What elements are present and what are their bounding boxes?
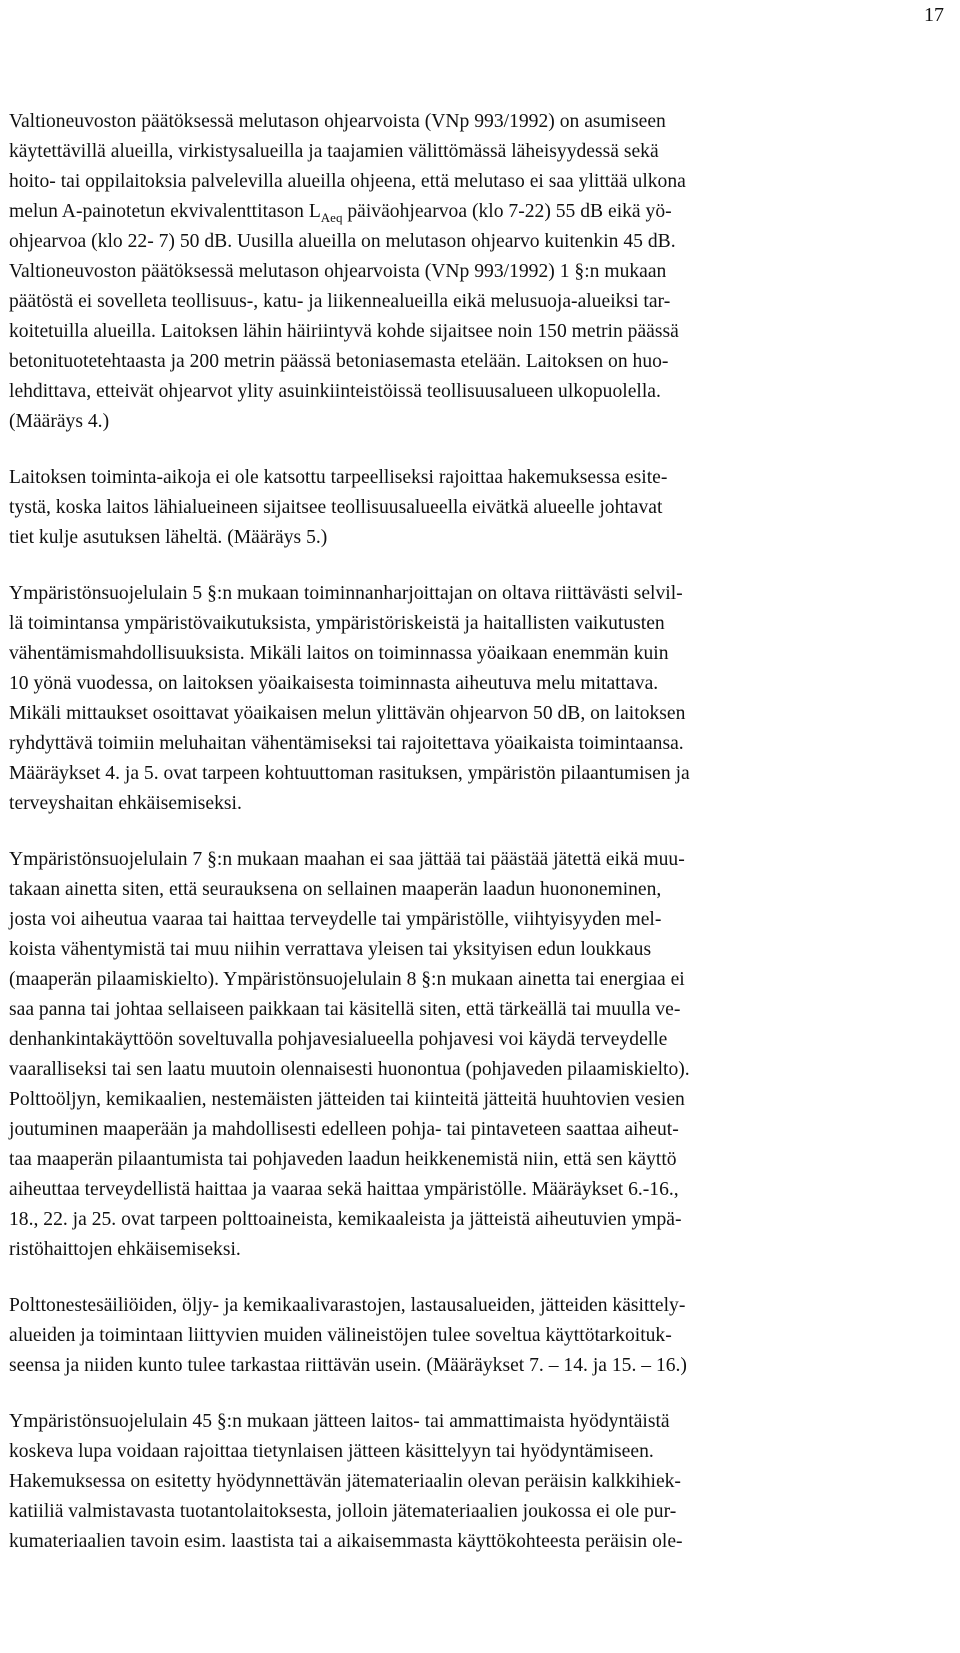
text-line: Valtioneuvoston päätöksessä melutason ohjearvoista (VNp 993/1992) 1 §:n mukaan: [9, 261, 667, 282]
text-line: takaan ainetta siten, että seurauksena on sellainen maaperän laadun huononeminen,: [9, 879, 662, 900]
text-line: 10 yönä vuodessa, on laitoksen yöaikaisesta toiminnasta aiheutuva melu mitattava.: [9, 673, 659, 694]
text-line: koitetuilla alueilla. Laitoksen lähin häiriintyvä kohde sijaitsee noin 150 metrin päässä: [9, 321, 679, 342]
page-number: 17: [924, 4, 944, 26]
text-line: Ympäristönsuojelulain 7 §:n mukaan maahan ei saa jättää tai päästää jätettä eikä muu-: [9, 849, 685, 870]
text-line-laeq: [9, 197, 949, 227]
text-line: terveyshaitan ehkäisemiseksi.: [9, 793, 242, 814]
text-line: denhankintakäyttöön soveltuvalla pohjavesialueella pohjavesi voi käydä terveydelle: [9, 1029, 668, 1050]
text-line: vähentämismahdollisuuksista. Mikäli laitos on toiminnassa yöaikaan enemmän kuin: [9, 643, 669, 664]
text-line: koskeva lupa voidaan rajoittaa tietynlaisen jätteen käsittelyyn tai hyödyntämiseen.: [9, 1441, 654, 1462]
text-line: hoito- tai oppilaitoksia palvelevilla alueilla ohjeena, että melutaso ei saa ylittää ulkona: [9, 171, 686, 192]
text-line: tiet kulje asutuksen läheltä. (Määräys 5.): [9, 527, 328, 548]
text-line: Mikäli mittaukset osoittavat yöaikaisen melun ylittävän ohjearvon 50 dB, on laitoksen: [9, 703, 686, 724]
text-line: vaaralliseksi tai sen laatu muutoin olennaisesti huonontua (pohjaveden pilaamiskielto).: [9, 1059, 690, 1080]
text-line: Polttonestesäiliöiden, öljy- ja kemikaalivarastojen, lastausalueiden, jätteiden käsittely-: [9, 1295, 686, 1316]
text-line: Ympäristönsuojelulain 45 §:n mukaan jätteen laitos- tai ammattimaista hyödyntäistä: [9, 1411, 670, 1432]
text-line: ryhdyttävä toimiin meluhaitan vähentämiseksi tai rajoitettava yöaikaista toimintaansa.: [9, 733, 684, 754]
text-line: josta voi aiheutua vaaraa tai haittaa terveydelle tai ympäristölle, viihtyisyyden mel-: [9, 909, 662, 930]
text-line: tystä, koska laitos lähialueineen sijaitsee teollisuusalueella eivätkä alueelle johtavat: [9, 497, 663, 518]
text-line: Laitoksen toiminta-aikoja ei ole katsottu tarpeelliseksi rajoittaa hakemuksessa esite-: [9, 467, 668, 488]
text-line: saa panna tai johtaa sellaiseen paikkaan tai käsitellä siten, että tärkeällä tai muulla ve-: [9, 999, 681, 1020]
text-line: joutuminen maaperään ja mahdollisesti edelleen pohja- tai pintaveteen saattaa aiheut-: [9, 1119, 679, 1140]
text-fragment: melun A-painotetun ekvivalenttitason L: [9, 201, 321, 222]
laeq-subscript: Aeq: [320, 209, 343, 225]
text-line: päätöstä ei sovelleta teollisuus-, katu- ja liikennealueilla eikä melusuoja-alueiksi tar-: [9, 291, 671, 312]
text-line: lehdittava, etteivät ohjearvot ylity asuinkiinteistöissä teollisuusalueen ulkopuolella.: [9, 381, 661, 402]
text-line: lä toimintansa ympäristövaikutuksista, ympäristöriskeistä ja haitallisten vaikutusten: [9, 613, 665, 634]
text-line: 18., 22. ja 25. ovat tarpeen polttoaineista, kemikaaleista ja jätteistä aiheutuvien ympä-: [9, 1209, 682, 1230]
text-line: Ympäristönsuojelulain 5 §:n mukaan toiminnanharjoittajan on oltava riittävästi selvil-: [9, 583, 683, 604]
text-line: Polttoöljyn, kemikaalien, nestemäisten jätteiden tai kiinteitä jätteitä huuhtovien vesien: [9, 1089, 685, 1110]
body-text: [9, 107, 949, 1557]
text-line: (Määräys 4.): [9, 411, 110, 432]
text-line: koista vähentymistä tai muu niihin verrattava yleisen tai yksityisen edun loukkaus: [9, 939, 652, 960]
text-line: alueiden ja toimintaan liittyvien muiden välineistöjen tulee soveltua käyttötarkoituk-: [9, 1325, 672, 1346]
text-fragment: päiväohjearvoa (klo 7-22) 55 dB eikä yö-: [342, 201, 672, 222]
text-line: taa maaperän pilaantumista tai pohjaveden laadun heikkenemistä niin, että sen käyttö: [9, 1149, 677, 1170]
text-line: Määräykset 4. ja 5. ovat tarpeen kohtuuttoman rasituksen, ympäristön pilaantumisen ja: [9, 763, 690, 784]
text-line: aiheuttaa terveydellistä haittaa ja vaaraa sekä haittaa ympäristölle. Määräykset 6.-16.,: [9, 1179, 679, 1200]
text-line: käytettävillä alueilla, virkistysalueilla ja taajamien välittömässä läheisyydessä sekä: [9, 141, 659, 162]
text-line: katiiliä valmistavasta tuotantolaitoksesta, jolloin jätemateriaalien joukossa ei ole pur-: [9, 1501, 677, 1522]
text-line: ristöhaittojen ehkäisemiseksi.: [9, 1239, 241, 1260]
text-line: seensa ja niiden kunto tulee tarkastaa riittävän usein. (Määräykset 7. – 14. ja 15. – 16.): [9, 1355, 687, 1376]
text-line: (maaperän pilaamiskielto). Ympäristönsuojelulain 8 §:n mukaan ainetta tai energiaa ei: [9, 969, 685, 990]
text-line: ohjearvoa (klo 22- 7) 50 dB. Uusilla alueilla on melutason ohjearvo kuitenkin 45 dB.: [9, 231, 676, 252]
text-line: Valtioneuvoston päätöksessä melutason ohjearvoista (VNp 993/1992) on asumiseen: [9, 111, 666, 132]
text-line: Hakemuksessa on esitetty hyödynnettävän jätemateriaalin olevan peräisin kalkkihiek-: [9, 1471, 681, 1492]
text-line: kumateriaalien tavoin esim. laastista tai a aikaisemmasta käyttökohteesta peräisin ole-: [9, 1531, 683, 1552]
text-line: betonituotetehtaasta ja 200 metrin päässä betoniasemasta etelään. Laitoksen on huo-: [9, 351, 669, 372]
